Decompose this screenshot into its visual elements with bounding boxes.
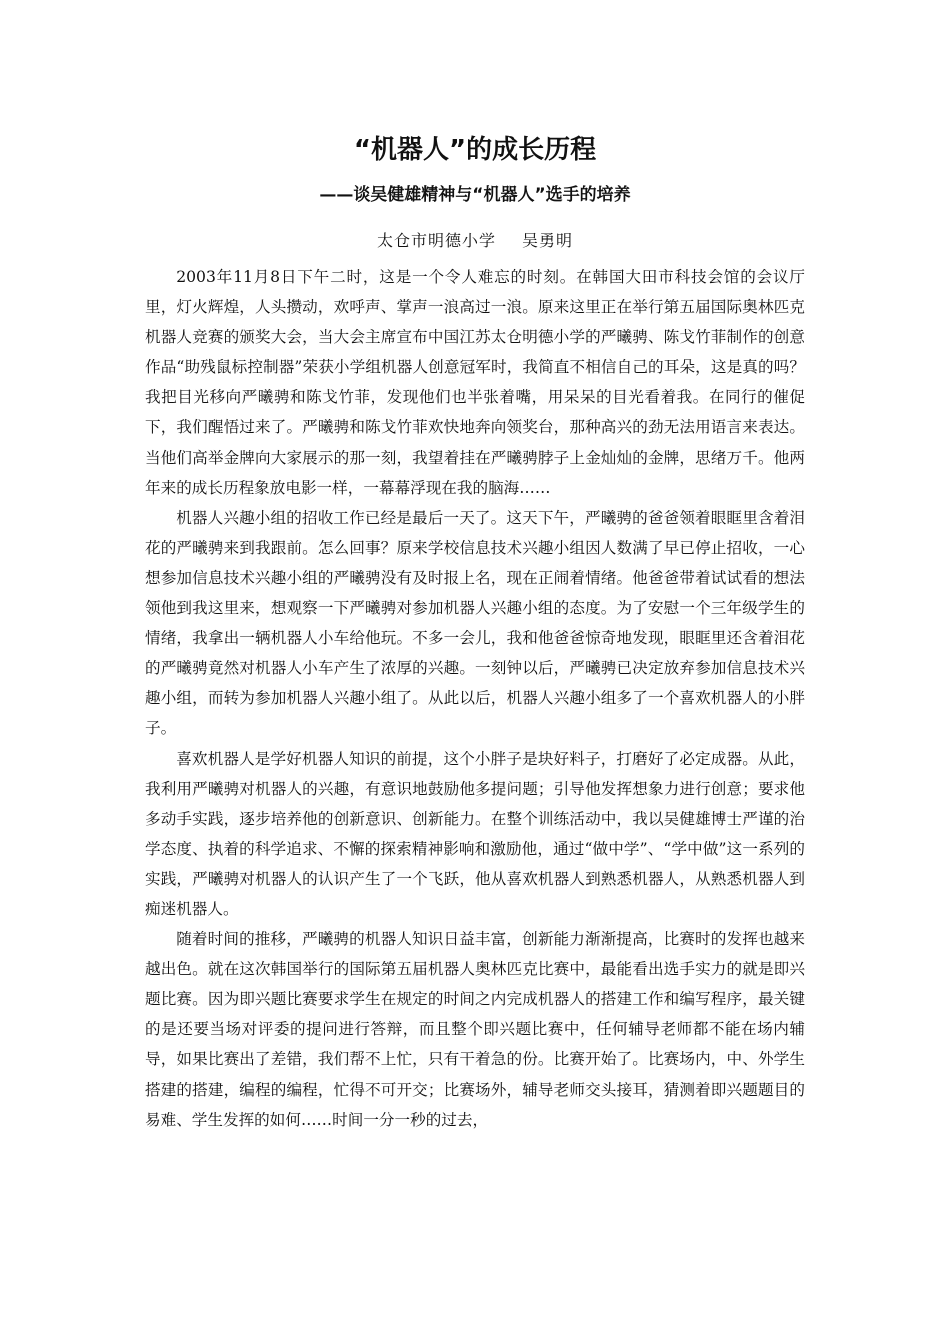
- document-subtitle: ——谈吴健雄精神与“机器人”选手的培养: [319, 185, 631, 205]
- document-title: “机器人”的成长历程: [353, 135, 597, 165]
- paragraph: 喜欢机器人是学好机器人知识的前提，这个小胖子是块好料子，打磨好了必定成器。从此，我利用严曦骋对机器人的兴趣，有意识地鼓励他多提问题；引导他发挥想象力进行创意；要求他多动手实践，逐步培养他的创新意识、创新能力。在整个训练活动中，我以吴健雄博士严谨的治学态度、执着的科学追求、不懈的探索精神影响和激励他，通过“做中学”、“学中做”这一系列的实践，严曦骋对机器人的认识产生了一个飞跃，他从喜欢机器人到熟悉机器人，从熟悉机器人到痴迷机器人。: [145, 749, 805, 918]
- paragraph: 2003年11月8日下午二时，这是一个令人难忘的时刻。在韩国大田市科技会馆的会议厅里，灯火辉煌，人头攒动，欢呼声、掌声一浪高过一浪。原来这里正在举行第五届国际奥林匹克机器人竞赛的颁奖大会，当大会主席宣布中国江苏太仓明德小学的严曦骋、陈戈竹菲制作的创意作品“助残鼠标控制器”荣获小学组机器人创意冠军时，我简直不相信自己的耳朵，这是真的吗？我把目光移向严曦骋和陈戈竹菲，发现他们也半张着嘴，用呆呆的目光看着我。在同行的催促下，我们醒悟过来了。严曦骋和陈戈竹菲欢快地奔向领奖台，那种高兴的劲无法用语言来表达。当他们高举金牌向大家展示的那一刻，我望着挂在严曦骋脖子上金灿灿的金牌，思绪万千。他两年来的成长历程象放电影一样，一幕幕浮现在我的脑海……: [145, 268, 805, 497]
- author-line: [0, 226, 950, 256]
- school-name: 太仓市明德小学: [376, 231, 496, 250]
- document-body: [145, 262, 805, 1135]
- paragraph: 机器人兴趣小组的招收工作已经是最后一天了。这天下午，严曦骋的爸爸领着眼眶里含着泪花的严曦骋来到我跟前。怎么回事？原来学校信息技术兴趣小组因人数满了早已停止招收，一心想参加信息技术兴趣小组的严曦骋没有及时报上名，现在正闹着情绪。他爸爸带着试试看的想法领他到我这里来，想观察一下严曦骋对参加机器人兴趣小组的态度。为了安慰一个三年级学生的情绪，我拿出一辆机器人小车给他玩。不多一会儿，我和他爸爸惊奇地发现，眼眶里还含着泪花的严曦骋竟然对机器人小车产生了浓厚的兴趣。一刻钟以后，严曦骋已决定放弃参加信息技术兴趣小组，而转为参加机器人兴趣小组了。从此以后，机器人兴趣小组多了一个喜欢机器人的小胖子。: [145, 508, 805, 738]
- author-name: 吴勇明: [522, 231, 574, 250]
- paragraph: 随着时间的推移，严曦骋的机器人知识日益丰富，创新能力渐渐提高，比赛时的发挥也越来越出色。就在这次韩国举行的国际第五届机器人奥林匹克比赛中，最能看出选手实力的就是即兴题比赛。因为即兴题比赛要求学生在规定的时间之内完成机器人的搭建工作和编写程序，最关键的是还要当场对评委的提问进行答辩，而且整个即兴题比赛中，任何辅导老师都不能在场内辅导，如果比赛出了差错，我们帮不上忙，只有干着急的份。比赛开始了。比赛场内，中、外学生搭建的搭建，编程的编程，忙得不可开交；比赛场外，辅导老师交头接耳，猜测着即兴题题目的易难、学生发挥的如何……时间一分一秒的过去，: [145, 930, 805, 1129]
